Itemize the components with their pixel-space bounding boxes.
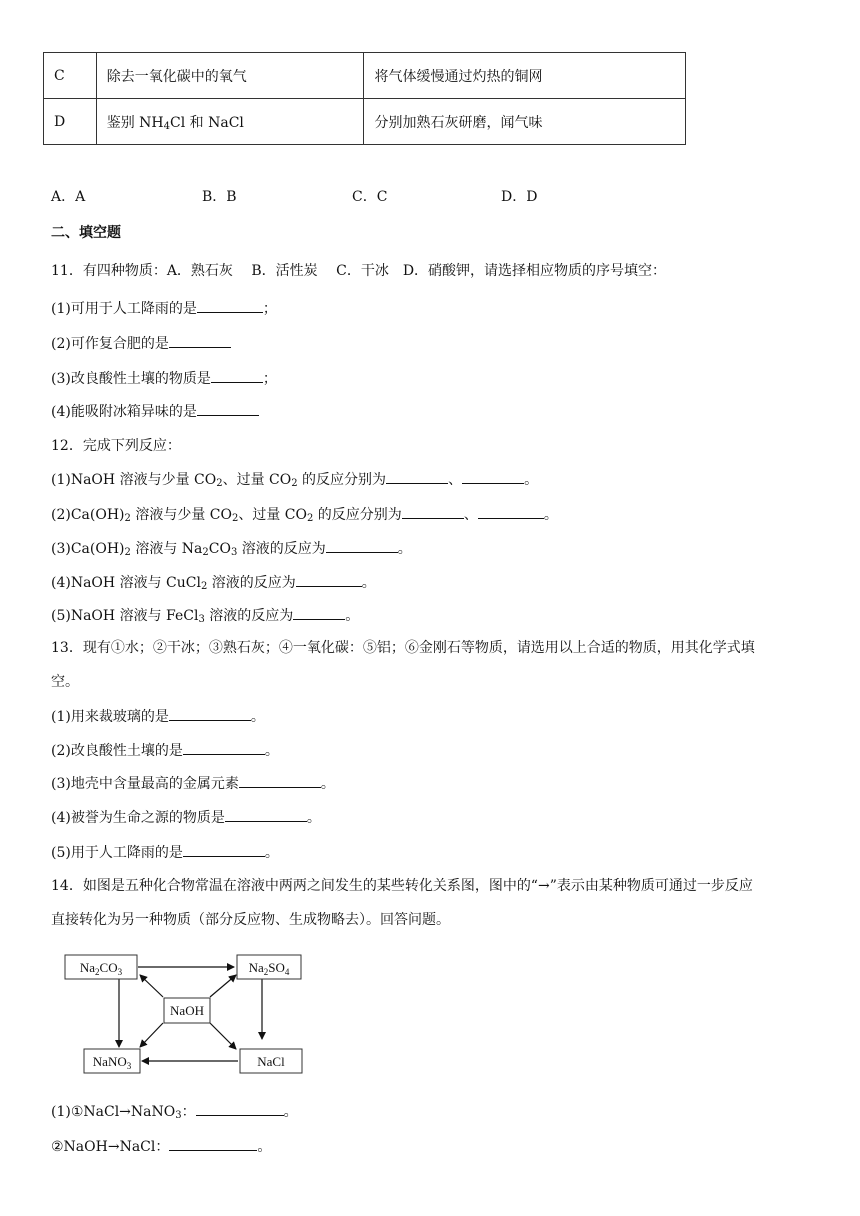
row-method: 分别加熟石灰研磨，闻气味 (364, 99, 686, 145)
answer-blank[interactable] (169, 335, 231, 348)
answer-blank[interactable] (196, 1103, 284, 1116)
choice-a[interactable]: A．A (51, 189, 86, 205)
row-purpose: 鉴别 $NH_4Cl$ 和 NaCl (96, 99, 364, 145)
node-na2co3: $Na_2CO_3$ (79, 960, 123, 977)
arrow-naoh-nano3 (140, 1023, 163, 1047)
node-naoh: NaOH (170, 1003, 204, 1018)
row-label: D (44, 99, 97, 145)
q12-item: $(2)Ca(OH)_2$ 溶液与少量 $CO_2$、过量 $CO_2$ 的反应分别为 、 。 (51, 507, 558, 524)
q12-item: $(3)Ca(OH)_2$ 溶液与 $Na_2CO_3$ 溶液的反应为 。 (51, 541, 412, 558)
arrow-naoh-na2co3 (140, 975, 163, 997)
row-method: 将气体缓慢通过灼热的铜网 (364, 53, 686, 99)
table-row (44, 53, 686, 99)
answer-blank[interactable] (183, 742, 265, 755)
q13-item: (3)地壳中含量最高的金属元素 。 (51, 776, 335, 792)
q12-item: (4)NaOH 溶液与 CuCl$_2$ 溶液的反应为 。 (51, 575, 376, 592)
q11-stem: 11．有四种物质：A．熟石灰 B．活性炭 C．干冰 D．硝酸钾，请选择相应物质的序号填空： (51, 263, 667, 279)
node-nacl: NaCl (257, 1054, 285, 1069)
options-table (43, 52, 686, 145)
q11-item: (2)可作复合肥的是 (51, 333, 231, 353)
q14-stem: 14．如图是五种化合物常温在溶液中两两之间发生的某些转化关系图，图中的“→”表示由某种物质可通过一步反应 (51, 878, 753, 894)
q13-item: (1)用来裁玻璃的是 。 (51, 709, 265, 725)
q14-answer-1: (1)①NaCl→NaNO$_3$： 。 (51, 1104, 298, 1121)
q12-stem: 12．完成下列反应： (51, 438, 181, 454)
arrow-naoh-na2so4 (210, 975, 236, 997)
q13-item: (4)被誉为生命之源的物质是 。 (51, 810, 321, 826)
q14-answer-2: ②NaOH→NaCl： 。 (51, 1139, 272, 1155)
answer-blank[interactable] (225, 809, 307, 822)
row-label: C (44, 53, 97, 99)
arrow-naoh-nacl (210, 1023, 236, 1049)
q11-item: (4)能吸附冰箱异味的是 (51, 401, 259, 421)
q12-item: (1)NaOH 溶液与少量 $CO_2$、过量 $CO_2$ 的反应分别为 、 。 (51, 472, 539, 489)
answer-blank[interactable] (169, 1138, 257, 1151)
answer-blank[interactable] (478, 506, 544, 519)
choice-d[interactable]: D．D (501, 189, 538, 205)
answer-blank[interactable] (402, 506, 464, 519)
answer-blank[interactable] (326, 540, 398, 553)
answer-blank[interactable] (293, 607, 345, 620)
answer-blank[interactable] (211, 370, 263, 383)
choice-c[interactable]: C．C (352, 189, 388, 205)
answer-blank[interactable] (169, 708, 251, 721)
q13-stem-cont: 空。 (51, 674, 79, 690)
row-purpose: 除去一氧化碳中的氧气 (96, 53, 364, 99)
answer-blank[interactable] (197, 403, 259, 416)
q13-item: (5)用于人工降雨的是 。 (51, 845, 279, 861)
answer-blank[interactable] (183, 844, 265, 857)
conversion-diagram (60, 945, 310, 1080)
q13-stem: 13．现有①水；②干冰；③熟石灰；④一氧化碳：⑤铝；⑥金刚石等物质，请选用以上合适的物质，用其化学式填 (51, 640, 755, 656)
node-nano3: NaNO$_3$ (92, 1054, 132, 1071)
answer-blank[interactable] (296, 574, 362, 587)
q14-stem-cont: 直接转化为另一种物质（部分反应物、生成物略去）。回答问题。 (51, 912, 450, 928)
answer-blank[interactable] (239, 775, 321, 788)
q11-item: (3)改良酸性土壤的物质是 ； (51, 371, 277, 387)
table-row (44, 99, 686, 145)
q13-item: (2)改良酸性土壤的是 。 (51, 743, 279, 759)
answer-blank[interactable] (386, 471, 448, 484)
q11-item: (1)可用于人工降雨的是 ； (51, 301, 277, 317)
section-title: 二、填空题 (51, 225, 121, 241)
choice-b[interactable]: B．B (202, 189, 237, 205)
answer-blank[interactable] (462, 471, 524, 484)
q12-item: (5)NaOH 溶液与 FeCl$_3$ 溶液的反应为 。 (51, 608, 360, 625)
node-na2so4: $Na_2SO_4$ (248, 960, 290, 977)
answer-blank[interactable] (197, 300, 263, 313)
